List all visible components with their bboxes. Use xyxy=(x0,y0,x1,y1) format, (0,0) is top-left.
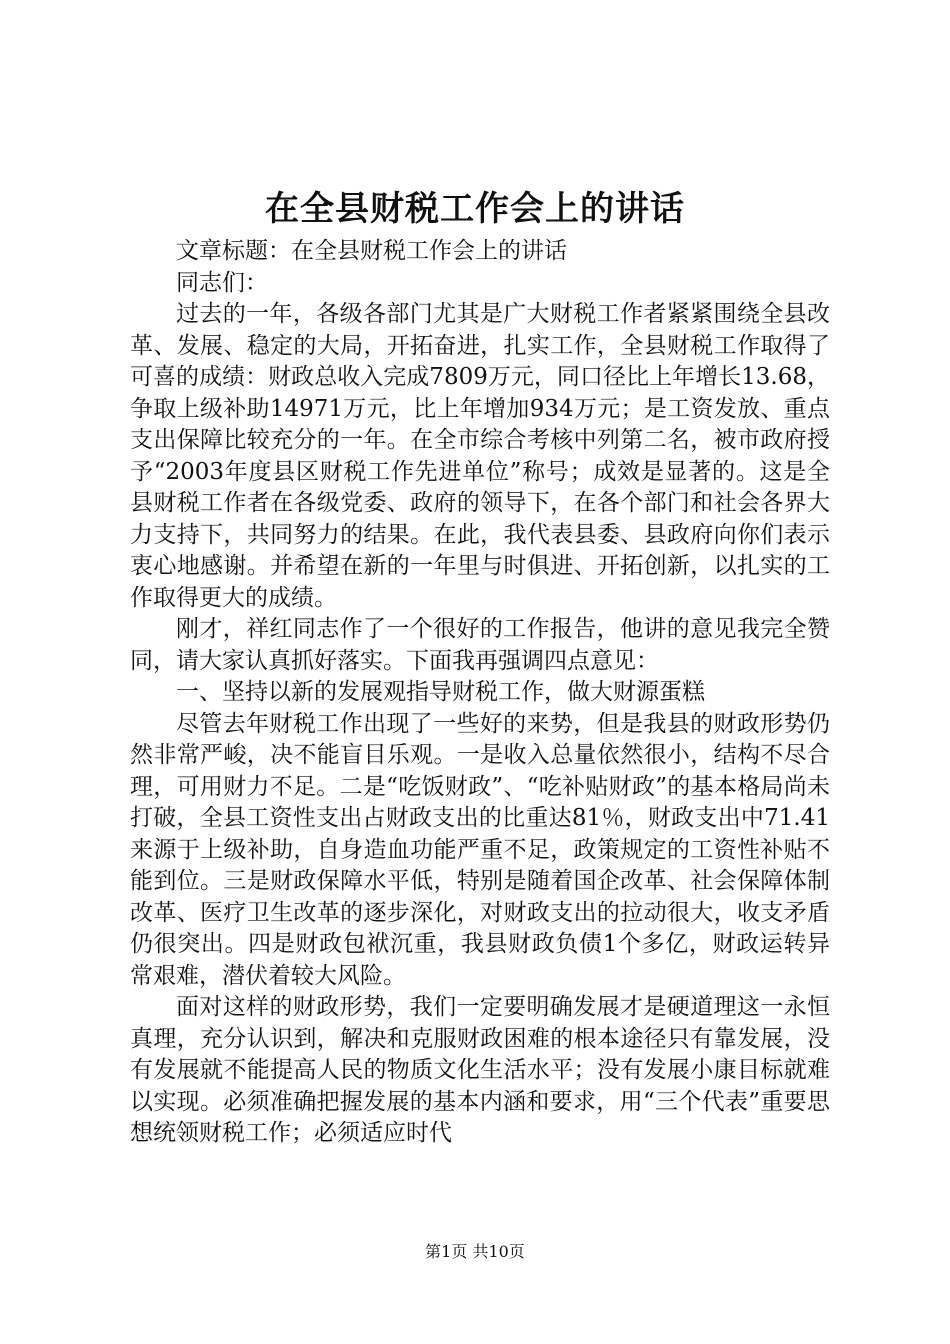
document-title: 在全县财税工作会上的讲话 xyxy=(265,189,685,229)
paragraph-article-title: 文章标题：在全县财税工作会上的讲话 xyxy=(176,238,567,264)
page-footer: 第1页 共10页 xyxy=(425,1242,525,1261)
paragraph: 刚才，祥红同志作了一个很好的工作报告，他讲的意见我完全赞同，请大家认真抓好落实。下面我再强调四点意见： xyxy=(130,616,830,674)
paragraph: 过去的一年，各级各部门尤其是广大财税工作者紧紧围绕全县改革、发展、稳定的大局，开拓奋进，扎实工作，全县财税工作取得了可喜的成绩：财政总收入完成7809万元，同口径比上年增长13.68，争取上级补助14971万元，比上年增加934万元；是工资发放、重点支出保障比较充分的一年。在全市综合考核中列第二名，被市政府授予“2003年度县区财税工作先进单位”称号；成效是显著的。这是全县财税工作者在各级党委、政府的领导下，在各个部门和社会各界大力支持下，共同努力的结果。在此，我代表县委、县政府向你们表示衷心地感谢。并希望在新的一年里与时俱进、开拓创新，以扎实的工作取得更大的成绩。 xyxy=(130,301,830,611)
document-body xyxy=(130,236,830,1150)
section-heading: 一、坚持以新的发展观指导财税工作，做大财源蛋糕 xyxy=(176,679,705,705)
paragraph: 尽管去年财税工作出现了一些好的来势，但是我县的财政形势仍然非常严峻，决不能盲目乐观。一是收入总量依然很小，结构不尽合理，可用财力不足。二是“吃饭财政”、“吃补贴财政”的基本格局尚未打破，全县工资性支出占财政支出的比重达81％，财政支出中71.41来源于上级补助，自身造血功能严重不足，政策规定的工资性补贴不能到位。三是财政保障水平低，特别是随着国企改革、社会保障体制改革、医疗卫生改革的逐步深化，对财政支出的拉动很大，收支矛盾仍很突出。四是财政包袱沉重，我县财政负债1个多亿，财政运转异常艰难，潜伏着较大风险。 xyxy=(130,710,830,989)
paragraph-salutation: 同志们： xyxy=(176,269,268,296)
paragraph: 面对这样的财政形势，我们一定要明确发展才是硬道理这一永恒真理，充分认识到，解决和克服财政困难的根本途径只有靠发展，没有发展就不能提高人民的物质文化生活水平；没有发展小康目标就难以实现。必须准确把握发展的基本内涵和要求，用“三个代表”重要思想统领财税工作；必须适应时代 xyxy=(130,994,830,1146)
